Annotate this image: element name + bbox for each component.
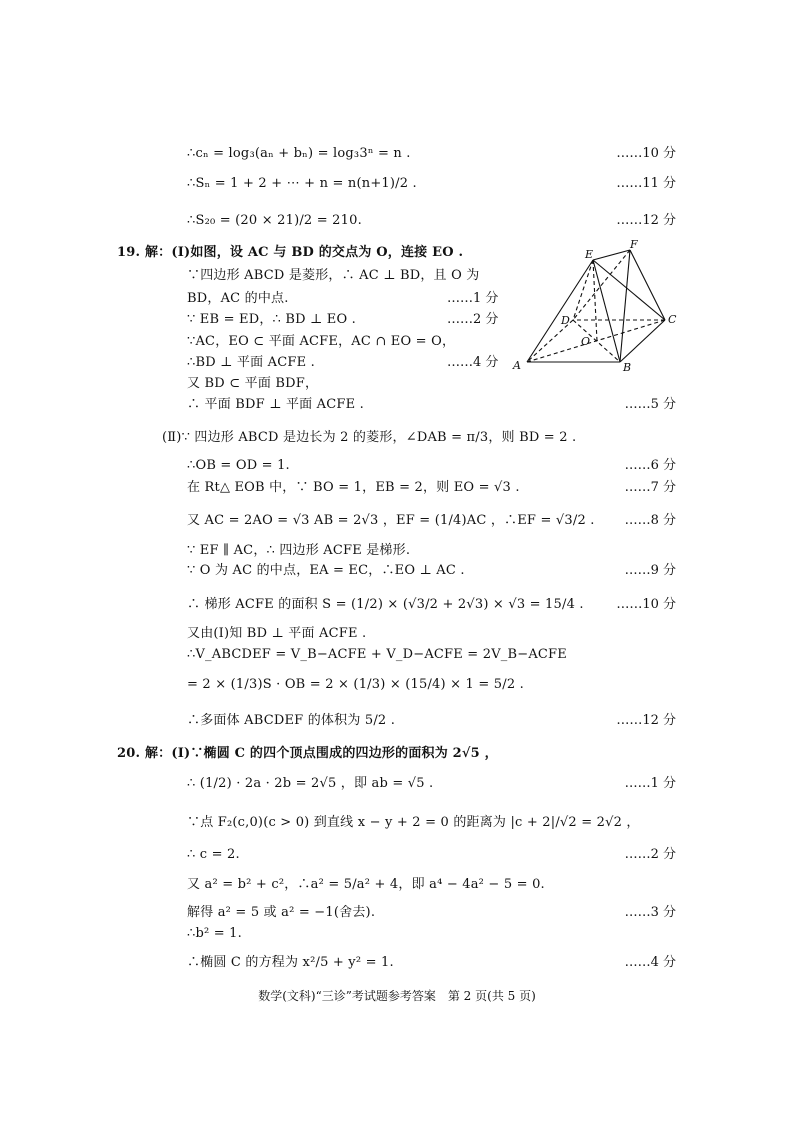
edge-fc <box>630 250 665 320</box>
score-mark: ……1 分 <box>447 291 499 306</box>
polyhedron-figure <box>505 238 685 378</box>
label-d: D <box>561 314 570 327</box>
score-mark: ……5 分 <box>624 397 676 412</box>
edge-fd <box>573 250 630 320</box>
edge-fb <box>620 250 630 362</box>
score-mark: ……9 分 <box>624 563 676 578</box>
text-line: ∴ 梯形 ACFE 的面积 S = (1/2) × (√3/2 + 2√3) × √3 = 15/4 . <box>187 597 584 612</box>
text-line: ∴b² = 1. <box>187 926 242 941</box>
label-a: A <box>513 359 521 372</box>
score-mark: ……3 分 <box>624 905 676 920</box>
label-o: O <box>581 335 591 348</box>
text-line: ∴S₂₀ = (20 × 21)/2 = 210. <box>187 213 362 228</box>
score-mark: ……11 分 <box>616 176 676 191</box>
score-mark: ……12 分 <box>616 213 676 228</box>
text-line: ∴ c = 2. <box>187 847 240 862</box>
text-line: (Ⅱ)∵ 四边形 ABCD 是边长为 2 的菱形，∠DAB = π/3，则 BD = 2 . <box>162 430 577 445</box>
text-line: BD，AC 的中点. <box>187 291 289 306</box>
score-mark: ……4 分 <box>447 355 499 370</box>
text-line: ∴ (1/2) · 2a · 2b = 2√5 ，即 ab = √5 . <box>187 776 434 791</box>
text-line: 又 a² = b² + c²，∴a² = 5/a² + 4，即 a⁴ − 4a² − 5 = 0. <box>187 877 545 892</box>
label-c: C <box>668 313 677 326</box>
edge-eb <box>593 260 620 362</box>
question-20-heading: 20. 解：(Ⅰ)∵椭圆 C 的四个顶点围成的四边形的面积为 2√5 ， <box>117 746 498 761</box>
score-mark: ……6 分 <box>624 458 676 473</box>
label-e: E <box>585 248 594 261</box>
score-mark: ……7 分 <box>624 480 676 495</box>
label-b: B <box>623 361 632 374</box>
text-line: ∴V_ABCDEF = V_B−ACFE + V_D−ACFE = 2V_B−ACFE <box>187 647 567 662</box>
score-mark: ……1 分 <box>624 776 676 791</box>
edge-ef <box>593 250 630 260</box>
text-line: = 2 × (1/3)S · OB = 2 × (1/3) × (15/4) × 1 = 5/2 . <box>187 677 524 692</box>
score-mark: ……8 分 <box>624 513 676 528</box>
page-footer: 数学(文科)“三诊”考试题参考答案 第 2 页(共 5 页) <box>258 989 536 1003</box>
edge-ed <box>573 260 593 320</box>
text-line: ∴Sₙ = 1 + 2 + ⋯ + n = n(n+1)/2 . <box>187 176 417 191</box>
text-line: 又 AC = 2AO = √3 AB = 2√3 ，EF = (1/4)AC ，∴EF = √3/2 . <box>187 513 595 528</box>
text-line: ∵ EB = ED，∴ BD ⊥ EO . <box>187 312 356 327</box>
text-line: ∴BD ⊥ 平面 ACFE . <box>187 355 315 370</box>
text-line: 又 BD ⊂ 平面 BDF， <box>187 376 319 391</box>
question-19-heading: 19. 解：(Ⅰ)如图，设 AC 与 BD 的交点为 O，连接 EO . <box>117 245 464 260</box>
score-mark: ……10 分 <box>616 146 676 161</box>
text-line: ∵ EF ∥ AC，∴ 四边形 ACFE 是梯形. <box>187 543 411 558</box>
text-line: ∵ O 为 AC 的中点，EA = EC，∴EO ⊥ AC . <box>187 563 465 578</box>
score-mark: ……2 分 <box>624 847 676 862</box>
text-line: ∴OB = OD = 1. <box>187 458 290 473</box>
text-line: ∵点 F₂(c,0)(c > 0) 到直线 x − y + 2 = 0 的距离为 |c + 2|/√2 = 2√2 ， <box>187 815 640 830</box>
text-line: ∴多面体 ABCDEF 的体积为 5/2 . <box>187 713 396 728</box>
text-line: ∴ 平面 BDF ⊥ 平面 ACFE . <box>187 397 364 412</box>
score-mark: ……4 分 <box>624 955 676 970</box>
text-line: ∵AC，EO ⊂ 平面 ACFE，AC ∩ EO = O， <box>187 334 456 349</box>
score-mark: ……2 分 <box>447 312 499 327</box>
text-line: 在 Rt△ EOB 中，∵ BO = 1，EB = 2，则 EO = √3 . <box>187 480 520 495</box>
label-f: F <box>630 238 638 251</box>
text-line: ∵四边形 ABCD 是菱形，∴ AC ⊥ BD，且 O 为 <box>187 268 480 283</box>
text-line: 又由(Ⅰ)知 BD ⊥ 平面 ACFE . <box>187 626 367 641</box>
score-mark: ……12 分 <box>616 713 676 728</box>
score-mark: ……10 分 <box>616 597 676 612</box>
edge-ec <box>593 260 665 320</box>
text-line: ∴椭圆 C 的方程为 x²/5 + y² = 1. <box>187 955 394 970</box>
text-line: ∴cₙ = log₃(aₙ + bₙ) = log₃3ⁿ = n . <box>187 146 411 161</box>
text-line: 解得 a² = 5 或 a² = −1(舍去). <box>187 905 376 920</box>
